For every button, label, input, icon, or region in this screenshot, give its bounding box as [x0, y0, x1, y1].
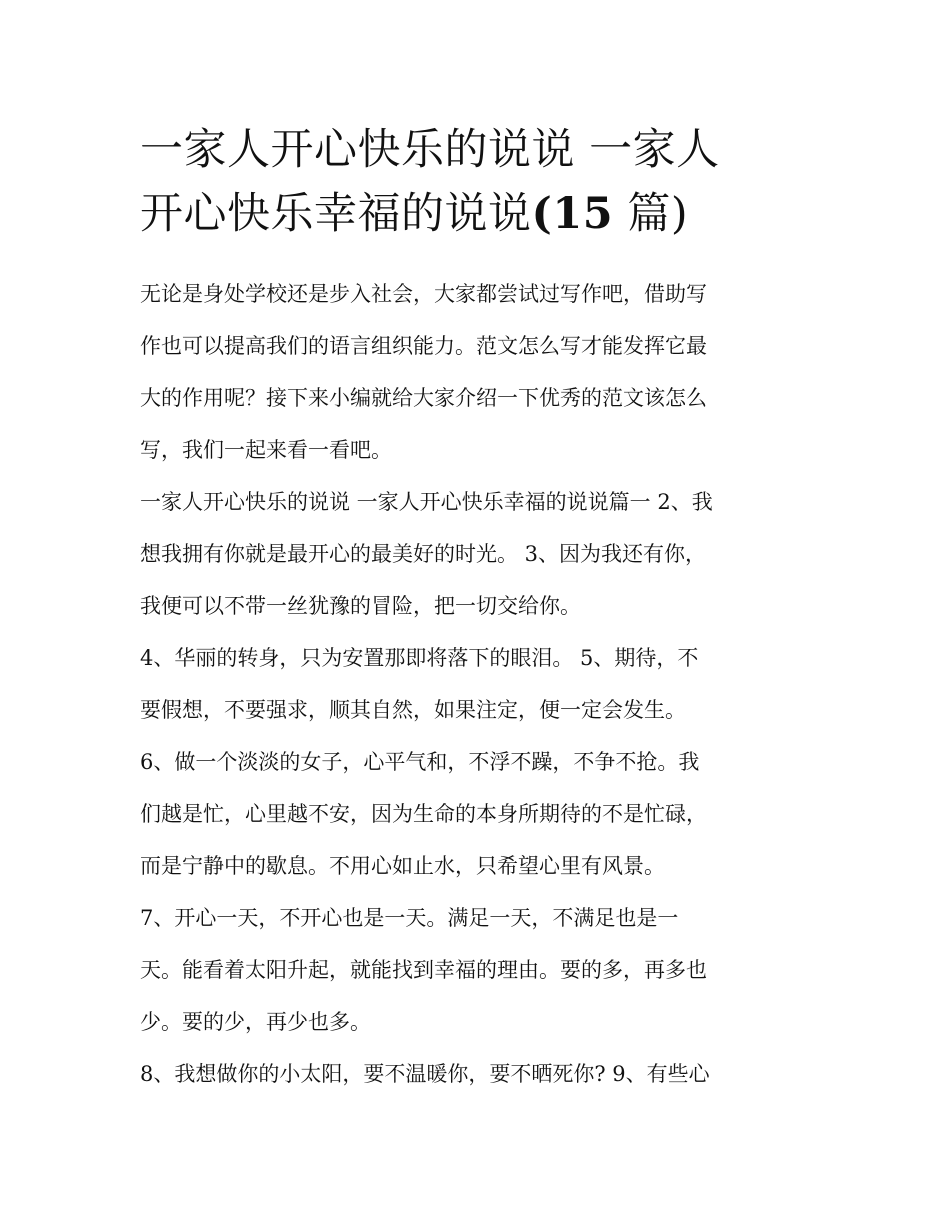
paragraph-line: 而是宁静中的歇息。不用心如止水，只希望心里有风景。 — [140, 854, 665, 878]
paragraph-line: 要假想，不要强求，顺其自然，如果注定，便一定会发生。 — [140, 698, 686, 722]
paragraph-line: 想我拥有你就是最开心的最美好的时光。 3、因为我还有你， — [140, 542, 707, 566]
title-line-2-suffix: 篇) — [613, 189, 689, 239]
paragraph-2 — [140, 632, 815, 736]
paragraph-line: 8、我想做你的小太阳，要不温暖你，要不晒死你? 9、有些心 — [140, 1062, 710, 1086]
title-line-2-prefix: 开心快乐幸福的说说 — [140, 189, 532, 239]
paragraph-4 — [140, 892, 815, 1048]
paragraph-line: 们越是忙，心里越不安，因为生命的本身所期待的不是忙碌， — [140, 802, 707, 826]
paragraph-line: 少。要的少，再少也多。 — [140, 1010, 371, 1034]
paragraph-3 — [140, 736, 815, 892]
paragraph-line: 7、开心一天，不开心也是一天。满足一天，不满足也是一 — [140, 906, 679, 930]
paragraph-line: 写，我们一起来看一看吧。 — [140, 438, 392, 462]
paragraph-line: 4、华丽的转身，只为安置那即将落下的眼泪。 5、期待，不 — [140, 646, 699, 670]
title-line-2 — [140, 182, 815, 246]
paragraph-line: 一家人开心快乐的说说 一家人开心快乐幸福的说说篇一 2、我 — [140, 490, 713, 514]
paragraph-line: 我便可以不带一丝犹豫的冒险，把一切交给你。 — [140, 594, 581, 618]
paragraph-line: 天。能看着太阳升起，就能找到幸福的理由。要的多，再多也 — [140, 958, 707, 982]
title-count: (15 — [531, 189, 614, 239]
paragraph-line: 大的作用呢？接下来小编就给大家介绍一下优秀的范文该怎么 — [140, 386, 707, 410]
document-title — [140, 118, 815, 246]
document-page — [140, 118, 815, 1100]
paragraph-line: 6、做一个淡淡的女子，心平气和，不浮不躁，不争不抢。我 — [140, 750, 700, 774]
paragraph-1 — [140, 476, 815, 632]
intro-paragraph — [140, 268, 815, 476]
paragraph-line: 作也可以提高我们的语言组织能力。范文怎么写才能发挥它最 — [140, 334, 707, 358]
title-line-1: 一家人开心快乐的说说 一家人 — [140, 125, 720, 175]
paragraph-line: 无论是身处学校还是步入社会，大家都尝试过写作吧，借助写 — [140, 282, 707, 306]
paragraph-5 — [140, 1048, 815, 1100]
